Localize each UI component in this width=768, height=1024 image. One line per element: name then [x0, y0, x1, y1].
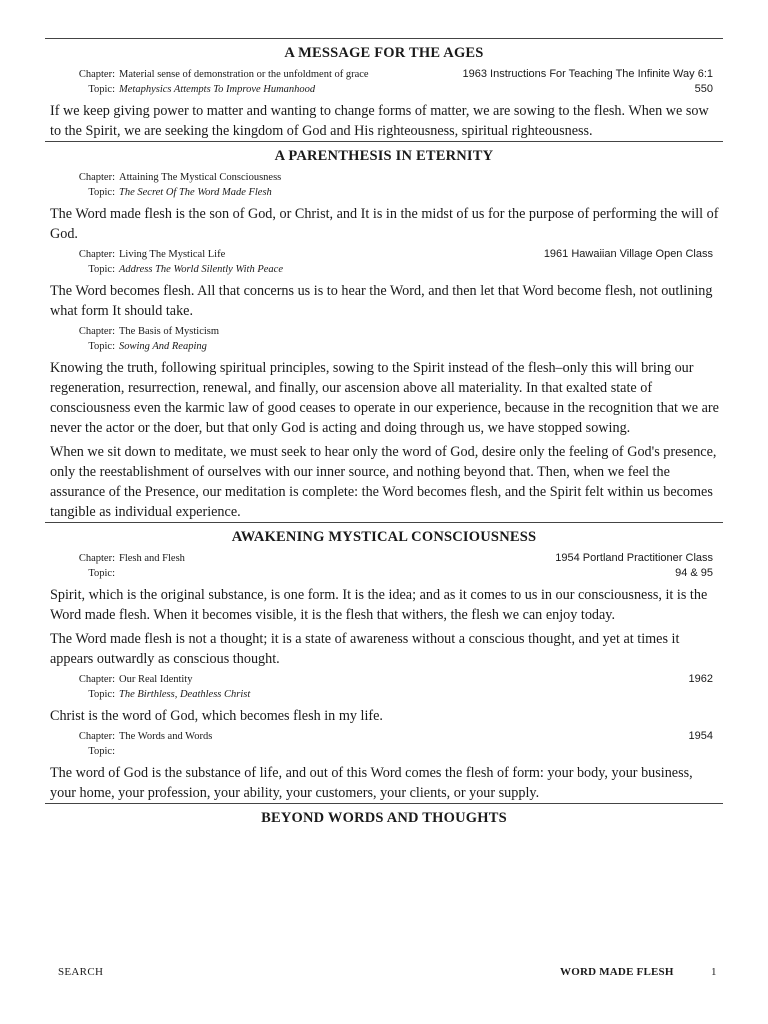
chapter-label: Chapter:	[78, 249, 115, 260]
page-reference: 550	[694, 83, 713, 95]
chapter-name: Material sense of demonstration or the unfoldment of grace	[119, 69, 369, 80]
footer-search-label: SEARCH	[58, 966, 104, 978]
chapter-label: Chapter:	[78, 326, 115, 337]
document-section	[45, 522, 723, 803]
topic-label: Topic:	[88, 568, 115, 579]
chapter-label: Chapter:	[78, 553, 115, 564]
topic-name: Sowing And Reaping	[119, 341, 207, 352]
topic-name: The Secret Of The Word Made Flesh	[119, 187, 272, 198]
footer-page-number: 1	[711, 966, 717, 978]
topic-label: Topic:	[88, 746, 115, 757]
quote-paragraph: The Word made flesh is not a thought; it is a state of awareness without a conscious thought, and yet at times it appears outwardly as conscious thought.	[50, 631, 680, 667]
chapter-name: Flesh and Flesh	[119, 553, 185, 564]
topic-name: Address The World Silently With Peace	[119, 264, 283, 275]
topic-name: The Birthless, Deathless Christ	[119, 689, 251, 700]
citation-block	[45, 247, 723, 277]
source-title: 1954	[688, 730, 713, 742]
chapter-label: Chapter:	[78, 674, 115, 685]
topic-row	[45, 262, 723, 277]
citation-block	[45, 324, 723, 354]
topic-label: Topic:	[88, 341, 115, 352]
topic-row	[45, 687, 723, 702]
citation-block	[45, 170, 723, 200]
chapter-name: Our Real Identity	[119, 674, 193, 685]
chapter-name: The Words and Words	[119, 731, 213, 742]
source-title: 1954 Portland Practitioner Class	[555, 552, 713, 564]
page-reference: 94 & 95	[675, 567, 713, 579]
document-section	[45, 141, 723, 522]
citation-block	[45, 672, 723, 702]
document-section	[45, 38, 723, 141]
citation-block	[45, 729, 723, 759]
topic-name: Metaphysics Attempts To Improve Humanhood	[119, 84, 316, 95]
source-title: 1962	[688, 673, 713, 685]
quote-paragraph: Knowing the truth, following spiritual principles, sowing to the Spirit instead of the flesh–only this will bring our regeneration, resurrection, renewal, and finally, our ascension above all materiality. In that exalted state of consciousness even the karmic law of good ceases to operate in our experience, because in the recognition that we are never the actor or the doer, but that only God is acting and doing through us, we have stopped sowing.	[50, 360, 719, 436]
chapter-row	[45, 67, 723, 82]
chapter-row	[45, 672, 723, 687]
chapter-row	[45, 247, 723, 262]
quote-paragraph: The Word made flesh is the son of God, or Christ, and It is in the midst of us for the purpose of performing the will of God.	[50, 206, 719, 242]
section-title: AWAKENING MYSTICAL CONSCIOUSNESS	[231, 529, 537, 545]
citation-block	[45, 551, 723, 581]
quote-paragraph: The word of God is the substance of life, and out of this Word comes the flesh of form: your body, your business, your home, your profession, your ability, your customers, your clients, or your supply.	[50, 765, 693, 801]
topic-label: Topic:	[88, 187, 115, 198]
topic-row	[45, 744, 723, 759]
chapter-name: Attaining The Mystical Consciousness	[119, 172, 282, 183]
topic-row	[45, 566, 723, 581]
chapter-label: Chapter:	[78, 69, 115, 80]
topic-label: Topic:	[88, 84, 115, 95]
topic-label: Topic:	[88, 264, 115, 275]
chapter-label: Chapter:	[78, 731, 115, 742]
source-title: 1961 Hawaiian Village Open Class	[543, 248, 713, 260]
quote-paragraph: The Word becomes flesh. All that concerns us is to hear the Word, and then let that Word become flesh, not outlining what form It should take.	[50, 283, 713, 319]
chapter-name: The Basis of Mysticism	[119, 326, 220, 337]
document-body	[45, 38, 723, 829]
source-title: 1963 Instructions For Teaching The Infinite Way 6:1	[462, 68, 713, 80]
section-title: A PARENTHESIS IN ETERNITY	[274, 148, 494, 164]
topic-row	[45, 185, 723, 200]
document-section	[45, 803, 723, 829]
chapter-name: Living The Mystical Life	[119, 249, 226, 260]
section-title: A MESSAGE FOR THE AGES	[284, 45, 484, 61]
chapter-label: Chapter:	[78, 172, 115, 183]
chapter-row	[45, 170, 723, 185]
topic-row	[45, 82, 723, 97]
section-title: BEYOND WORDS AND THOUGHTS	[261, 810, 507, 826]
chapter-row	[45, 729, 723, 744]
citation-block	[45, 67, 723, 97]
chapter-row	[45, 324, 723, 339]
quote-paragraph: If we keep giving power to matter and wanting to change forms of matter, we are sowing to the flesh. When we sow to the Spirit, we are seeking the kingdom of God and His righteousness, spiritual righteousness.	[50, 103, 709, 139]
quote-paragraph: Spirit, which is the original substance, is one form. It is the idea; and as it comes to us in our consciousness, it is the Word made flesh. When it becomes visible, it is the flesh that withers, the flesh we can enjoy today.	[50, 587, 708, 623]
footer-title: WORD MADE FLESH	[560, 966, 674, 978]
quote-paragraph: Christ is the word of God, which becomes flesh in my life.	[50, 708, 383, 724]
quote-paragraph: When we sit down to meditate, we must seek to hear only the word of God, desire only the feeling of God's presence, only the reestablishment of ourselves with our inner source, and nothing beyond that. Then, when we feel the assurance of the Presence, our meditation is complete: the Word becomes flesh, and the Spirit felt within us becomes tangible as individual experience.	[50, 444, 717, 520]
chapter-row	[45, 551, 723, 566]
topic-row	[45, 339, 723, 354]
topic-label: Topic:	[88, 689, 115, 700]
